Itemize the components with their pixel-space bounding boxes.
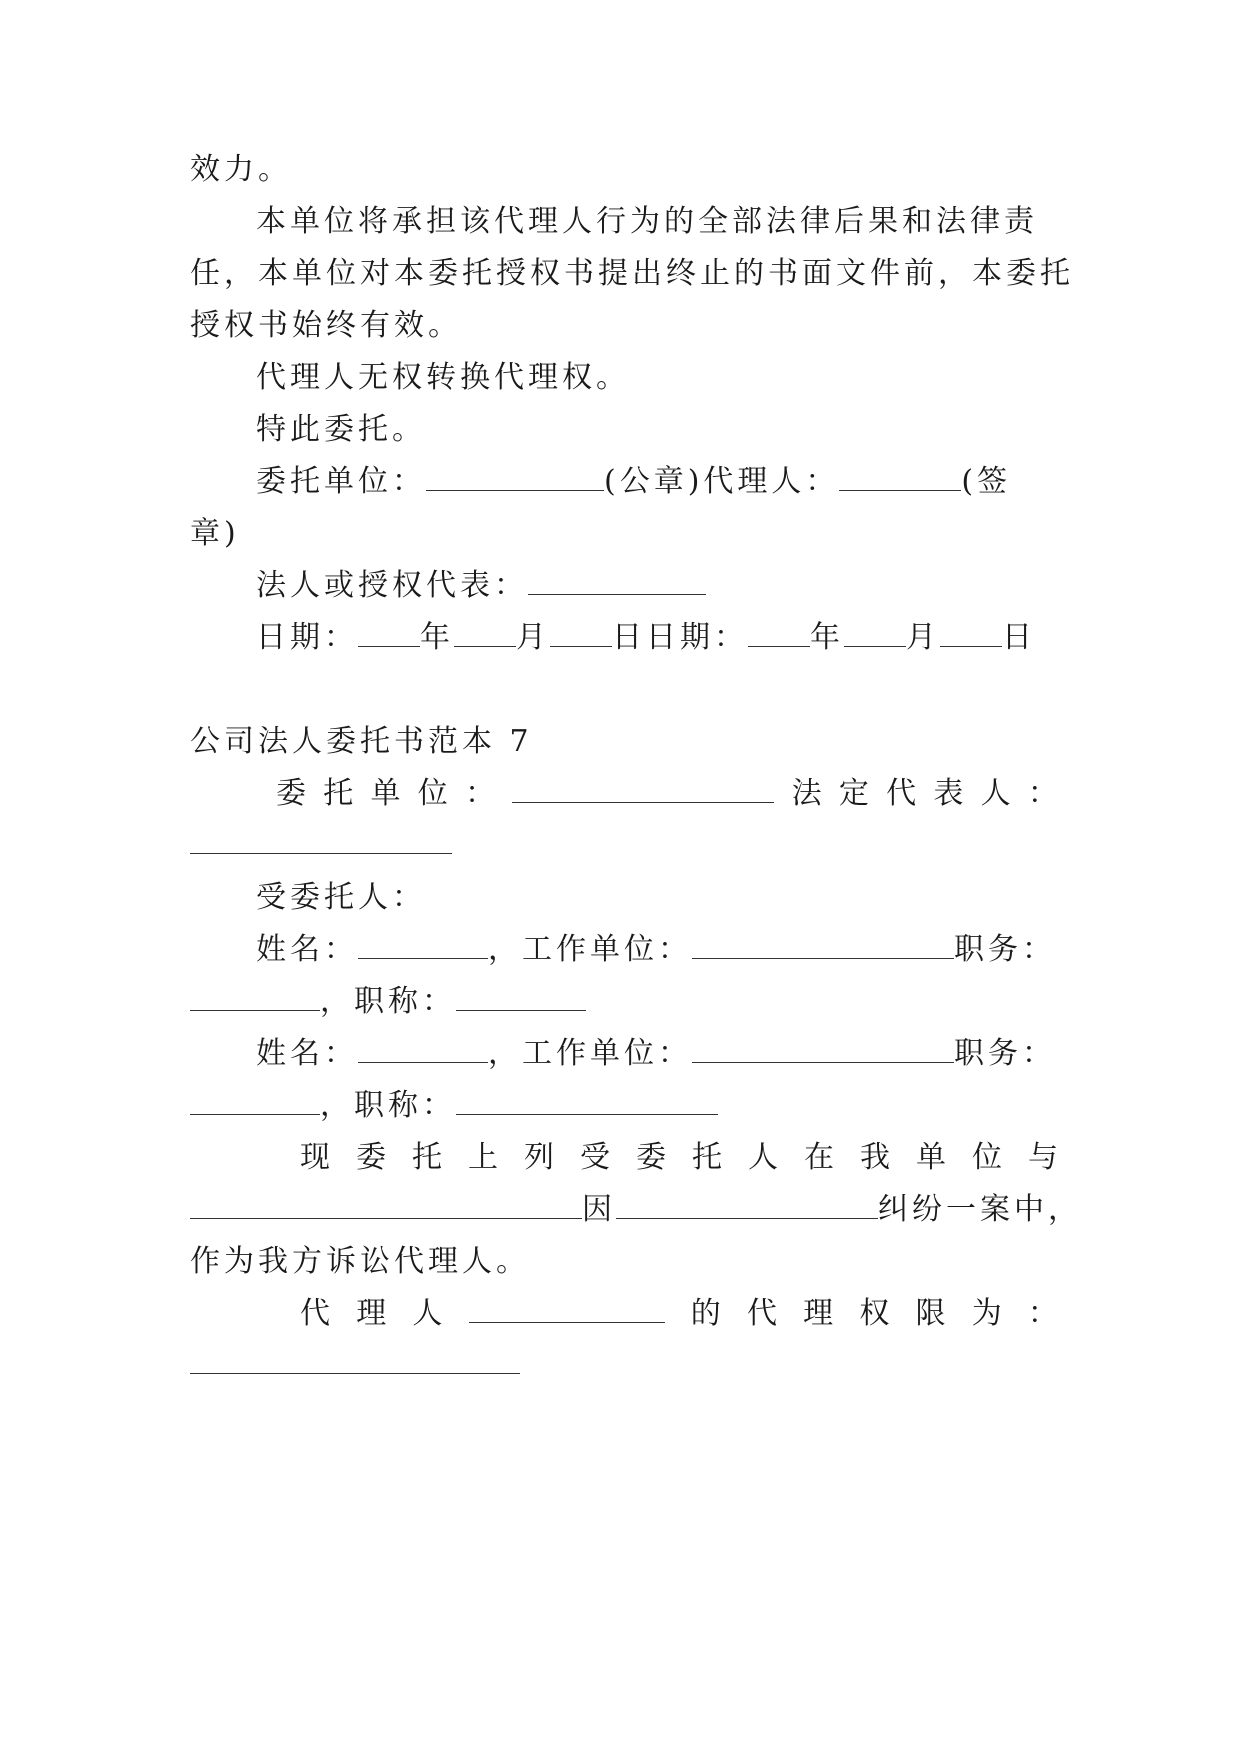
paragraph-line: 本单位将承担该代理人行为的全部法律后果和法律责 [256,204,1038,239]
blank-field[interactable] [512,774,774,803]
label-text: (签 [961,464,1012,499]
date-line [190,618,1124,658]
paragraph-line: 效力。 [190,152,292,187]
blank-field[interactable] [190,852,452,854]
blank-field[interactable] [844,618,906,647]
label-text: 月 [906,620,940,655]
char: 委 [356,1140,386,1175]
char: 现 [300,1140,330,1175]
char: 的 [690,1296,721,1331]
char: 为 [971,1296,1002,1331]
char: ： [1027,1296,1058,1331]
char: ： [465,776,496,811]
label-text: 因 [582,1192,616,1227]
blank-field[interactable] [454,618,516,647]
char: 托 [412,1140,442,1175]
char: 位 [417,776,448,811]
label-text: 职务： [954,932,1056,967]
char: 定 [838,776,869,811]
form-line [190,1086,1058,1126]
char: 列 [524,1140,554,1175]
paragraph-line: 授权书始终有效。 [190,308,462,343]
paragraph-line: 特此委托。 [256,412,426,447]
form-line [190,1034,1124,1074]
char: 代 [746,1296,777,1331]
signature-line [190,462,1124,502]
label-text: ，工作单位： [488,932,692,967]
blank-field[interactable] [528,566,706,595]
char: 我 [860,1140,890,1175]
char: 限 [915,1296,946,1331]
form-line [190,1190,1082,1230]
blank-field[interactable] [550,618,612,647]
label-text: ，工作单位： [488,1036,692,1071]
blank-field[interactable] [456,1086,718,1115]
signature-line [190,566,1124,606]
blank-field[interactable] [692,1034,954,1063]
char: 委 [276,776,306,811]
char: 人 [748,1140,778,1175]
label-text: 姓名： [256,1036,358,1071]
char: 与 [1028,1140,1058,1175]
blank-field[interactable] [358,930,488,959]
form-line [190,982,1058,1022]
char: 代 [886,776,917,811]
char: 受 [580,1140,610,1175]
label-text: 月 [516,620,550,655]
label-text: 日 [1002,620,1036,655]
label-text: ，职称： [320,1088,456,1123]
blank-field[interactable] [839,462,961,491]
label-text: 纠纷一案中， [878,1192,1082,1227]
blank-field[interactable] [456,982,586,1011]
label-text: 委托单位： [256,464,426,499]
paragraph-line: 章) [190,516,240,551]
blank-field[interactable] [940,618,1002,647]
form-line [190,930,1124,970]
blank-field[interactable] [748,618,810,647]
blank-field[interactable] [616,1190,878,1219]
char: 理 [356,1296,387,1331]
blank-field[interactable] [692,930,954,959]
blank-field[interactable] [190,1086,320,1115]
blank-field[interactable] [190,1190,582,1219]
label-text: 法人或授权代表： [256,568,528,603]
char: 理 [803,1296,834,1331]
blank-field[interactable] [190,982,320,1011]
char: 人 [412,1296,443,1331]
char: 表 [933,776,964,811]
label-text: 日期： [256,620,358,655]
char: 托 [323,776,354,811]
paragraph-line: 受委托人： [256,880,426,915]
char: 权 [859,1296,890,1331]
blank-field[interactable] [190,1372,520,1374]
blank-field[interactable] [358,1034,488,1063]
justified-line [300,1294,1058,1334]
paragraph-line: 任，本单位对本委托授权书提出终止的书面文件前，本委托 [190,256,1074,291]
justified-line [300,1138,1058,1178]
label-text: 年 [420,620,454,655]
char: 委 [636,1140,666,1175]
justified-line [276,774,1058,814]
char: 位 [972,1140,1002,1175]
char: ： [1027,776,1058,811]
label-text: ，职称： [320,984,456,1019]
paragraph-line: 代理人无权转换代理权。 [256,360,630,395]
label-text: 姓名： [256,932,358,967]
blank-field[interactable] [469,1294,665,1323]
char: 单 [916,1140,946,1175]
blank-field[interactable] [358,618,420,647]
char: 托 [692,1140,722,1175]
blank-field[interactable] [426,462,604,491]
char: 人 [980,776,1011,811]
label-text: (公章)代理人： [604,464,840,499]
label-text: 职务： [954,1036,1056,1071]
label-text: 年 [810,620,844,655]
paragraph-line: 作为我方诉讼代理人。 [190,1244,530,1279]
char: 法 [791,776,822,811]
char: 代 [300,1296,330,1331]
section-heading: 公司法人委托书范本 7 [190,724,533,759]
char: 上 [468,1140,498,1175]
char: 单 [370,776,401,811]
label-text: 日日期： [612,620,748,655]
char: 在 [804,1140,834,1175]
